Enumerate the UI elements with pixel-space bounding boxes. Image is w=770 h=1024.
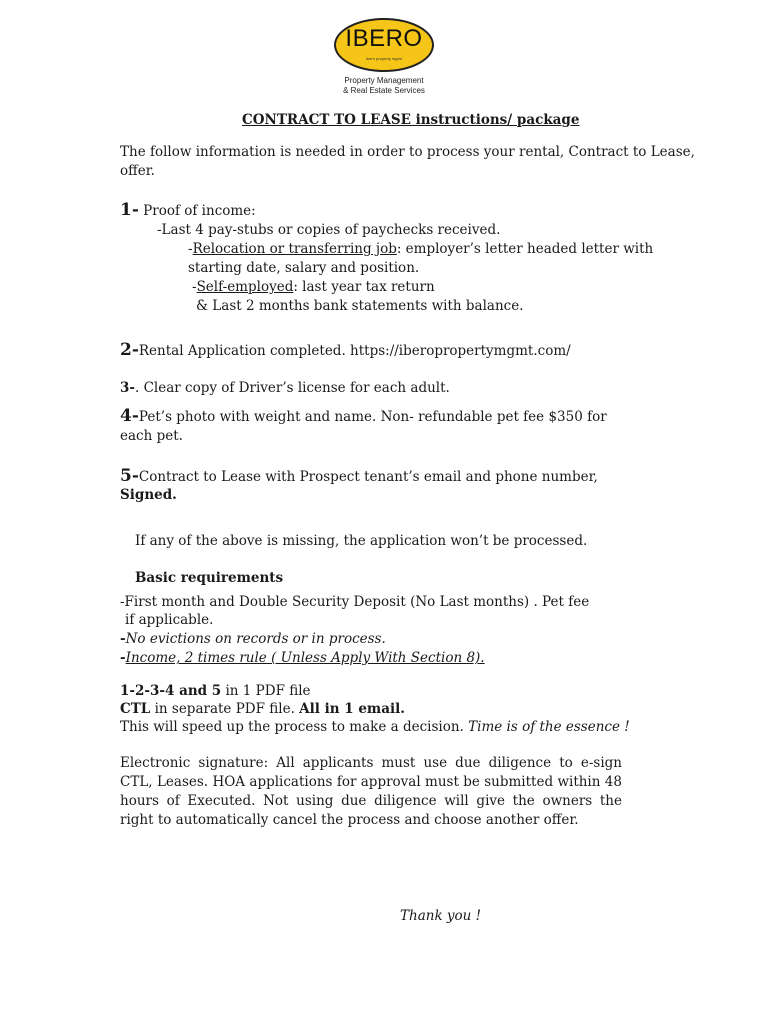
files-ctl-bold: CTL xyxy=(120,701,151,717)
requirement-evictions xyxy=(120,630,386,648)
item-4-text: Pet’s photo with weight and name. Non- refundable pet fee $350 for xyxy=(138,409,607,425)
item-4-number: 4- xyxy=(120,406,139,426)
basic-requirements-heading: Basic requirements xyxy=(135,570,284,586)
item-3-text: . Clear copy of Driver’s license for each adult. xyxy=(135,380,450,396)
files-essence-text: Time is of the essence ! xyxy=(468,719,630,735)
files-speed-text: This will speed up the process to make a decision. xyxy=(120,719,469,735)
item-1-relocation-text: : employer’s letter headed letter with xyxy=(396,241,654,257)
logo-subtitle xyxy=(336,76,432,96)
missing-notice: If any of the above is missing, the application won’t be processed. xyxy=(135,533,588,549)
item-1 xyxy=(120,201,256,220)
requirement-income xyxy=(120,649,485,667)
logo-subtitle-line1: Property Management xyxy=(344,76,424,85)
item-1-bank-statements: & Last 2 months bank statements with balance. xyxy=(196,298,524,314)
page-title: CONTRACT TO LEASE instructions/ package xyxy=(242,112,580,128)
item-1-relocation xyxy=(188,240,653,258)
requirement-deposit: -First month and Double Security Deposit (No Last months) . Pet fee xyxy=(120,594,590,610)
logo-tagline: ibero property mgmt xyxy=(366,56,402,61)
item-1-paystubs: -Last 4 pay-stubs or copies of paychecks received. xyxy=(157,222,501,238)
item-5-number: 5- xyxy=(120,466,139,486)
logo-subtitle-line2: & Real Estate Services xyxy=(343,86,425,95)
item-5-signed: Signed. xyxy=(120,487,177,503)
logo-name: IBERO xyxy=(345,25,423,52)
requirement-deposit-line2: if applicable. xyxy=(125,612,214,628)
item-1-label: Proof of income: xyxy=(138,203,256,219)
item-2-text: Rental Application completed. https://iberopropertymgmt.com/ xyxy=(138,343,571,359)
files-line-3 xyxy=(120,718,630,736)
item-5-text: Contract to Lease with Prospect tenant’s email and phone number, xyxy=(138,469,598,485)
item-2-number: 2- xyxy=(120,340,139,360)
item-1-relocation-dash: - xyxy=(188,241,193,257)
item-3-number: 3- xyxy=(120,380,135,396)
item-2 xyxy=(120,341,571,360)
intro-text: The follow information is needed in order to process your rental, Contract to Lease, xyxy=(120,144,695,160)
thank-you: Thank you ! xyxy=(400,908,482,924)
item-1-self-employed xyxy=(192,278,435,296)
esign-paragraph: Electronic signature: All applicants must use due diligence to e-sign CTL, Leases. HOA applications for approval must be submitted within 48 hours of Executed. Not using due diligence will give the owners the right to automatically cancel the process and choose another offer. xyxy=(120,755,622,828)
files-items-bold: 1-2-3-4 and 5 xyxy=(120,683,222,699)
intro-text-line2: offer. xyxy=(120,163,155,179)
requirement-income-dash: - xyxy=(120,650,126,666)
item-1-number: 1- xyxy=(120,200,139,220)
item-1-self-employed-label: Self-employed xyxy=(196,279,294,295)
item-4-text-line2: each pet. xyxy=(120,428,183,444)
item-3 xyxy=(120,379,450,397)
requirement-evictions-text: No evictions on records or in process. xyxy=(125,631,386,647)
item-1-relocation-label: Relocation or transferring job xyxy=(192,241,397,257)
item-1-relocation-details: starting date, salary and position. xyxy=(188,260,420,276)
item-4 xyxy=(120,407,607,426)
files-line-2 xyxy=(120,700,405,718)
ibero-logo xyxy=(334,18,434,100)
requirement-evictions-dash: - xyxy=(120,631,126,647)
files-email-bold: All in 1 email. xyxy=(299,701,405,717)
files-ctl-text: in separate PDF file. xyxy=(150,701,300,717)
item-1-self-employed-text: : last year tax return xyxy=(293,279,435,295)
item-1-self-employed-dash: - xyxy=(192,279,197,295)
requirement-income-text: Income, 2 times rule ( Unless Apply With Section 8). xyxy=(125,650,485,666)
item-5 xyxy=(120,467,598,486)
files-items-text: in 1 PDF file xyxy=(221,683,311,699)
files-line-1 xyxy=(120,682,311,700)
